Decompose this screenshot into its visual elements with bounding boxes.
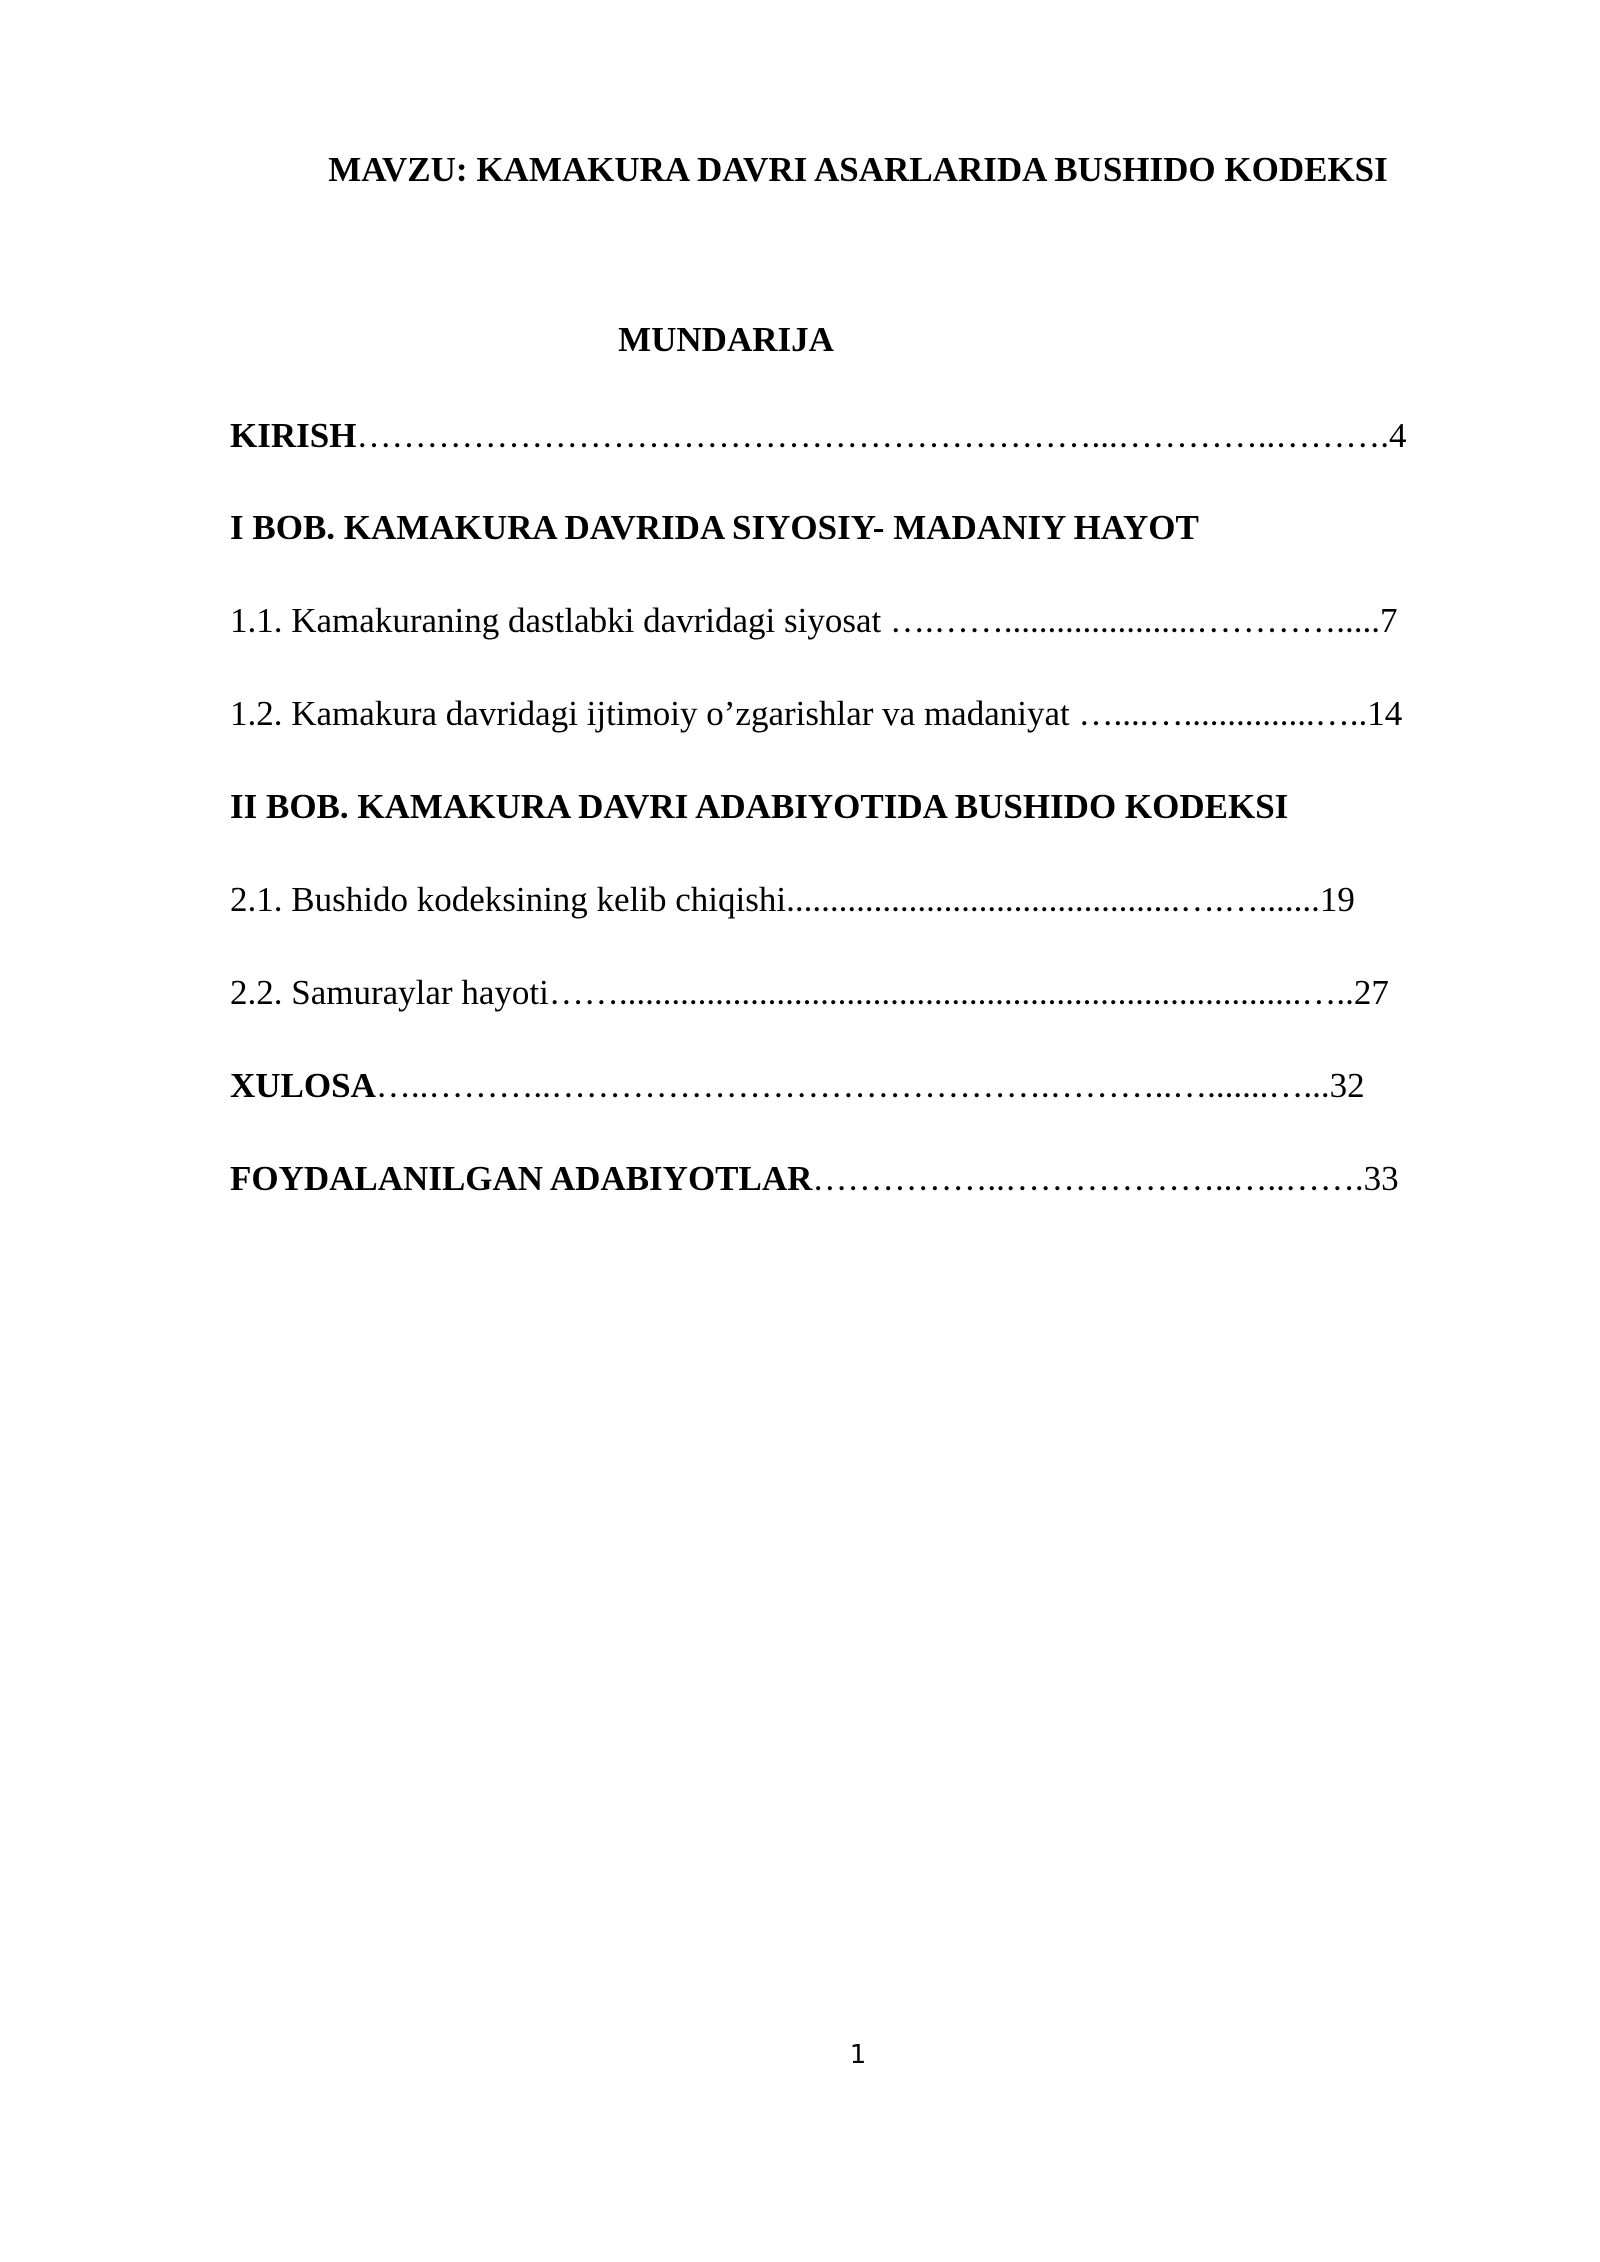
- toc-dot-leader: ………………………………………………………...…………..……….: [356, 416, 1389, 455]
- toc-entry-references[interactable]: [230, 1157, 1399, 1201]
- page-number: 1: [849, 2040, 867, 2070]
- toc-dot-leader: .............................................….….......: [786, 880, 1320, 919]
- toc-page-number: 14: [1367, 694, 1403, 733]
- toc-page-number: 4: [1388, 416, 1407, 455]
- toc-page-number: 32: [1329, 1066, 1365, 1105]
- toc-entry-label: 1.1. Kamakuraning dastlabki davridagi siyosat: [230, 601, 890, 640]
- toc-entry-label: 2.2. Samuraylar hayoti: [230, 973, 549, 1012]
- toc-page-number: 33: [1363, 1159, 1399, 1198]
- toc-entry-label: 1.2. Kamakura davridagi ijtimoiy o’zgarishlar va madaniyat: [230, 694, 1079, 733]
- toc-dot-leader: ……..............................................................................…..: [548, 973, 1354, 1012]
- toc-entry-label: II BOB. KAMAKURA DAVRI ADABIYOTIDA BUSHIDO KODEKSI: [230, 787, 1289, 826]
- toc-entry-conclusion[interactable]: [230, 1064, 1365, 1108]
- toc-dot-leader: ……………..………………..…..…….: [812, 1159, 1364, 1198]
- toc-entry-label: FOYDALANILGAN ADABIYOTLAR: [230, 1159, 813, 1198]
- toc-entry-label: 2.1. Bushido kodeksining kelib chiqishi: [230, 880, 787, 919]
- toc-entry-label: I BOB. KAMAKURA DAVRIDA SIYOSIY- MADANIY HAYOT: [230, 508, 1199, 547]
- toc-entry-intro[interactable]: [230, 414, 1406, 458]
- toc-dot-leader: …....…...............…..: [1078, 694, 1368, 733]
- toc-section-2-1[interactable]: [230, 878, 1355, 922]
- toc-section-2-2[interactable]: [230, 971, 1389, 1015]
- document-title: MAVZU: KAMAKURA DAVRI ASARLARIDA BUSHIDO KODEKSI: [328, 150, 1388, 189]
- toc-section-1-2[interactable]: [230, 692, 1402, 736]
- toc-chapter-2[interactable]: [230, 785, 1288, 829]
- toc-entry-label: KIRISH: [230, 416, 357, 455]
- toc-chapter-1[interactable]: [230, 506, 1199, 550]
- toc-heading: MUNDARIJA: [618, 320, 834, 359]
- toc-dot-leader: …..………..…………………………………….………..….......…...: [375, 1066, 1330, 1105]
- toc-dot-leader: ….……......................………….....: [890, 601, 1380, 640]
- toc-page-number: 19: [1319, 880, 1355, 919]
- toc-page-number: 7: [1380, 601, 1398, 640]
- toc-entry-label: XULOSA: [230, 1066, 376, 1105]
- toc-section-1-1[interactable]: [230, 599, 1398, 643]
- toc-page-number: 27: [1353, 973, 1389, 1012]
